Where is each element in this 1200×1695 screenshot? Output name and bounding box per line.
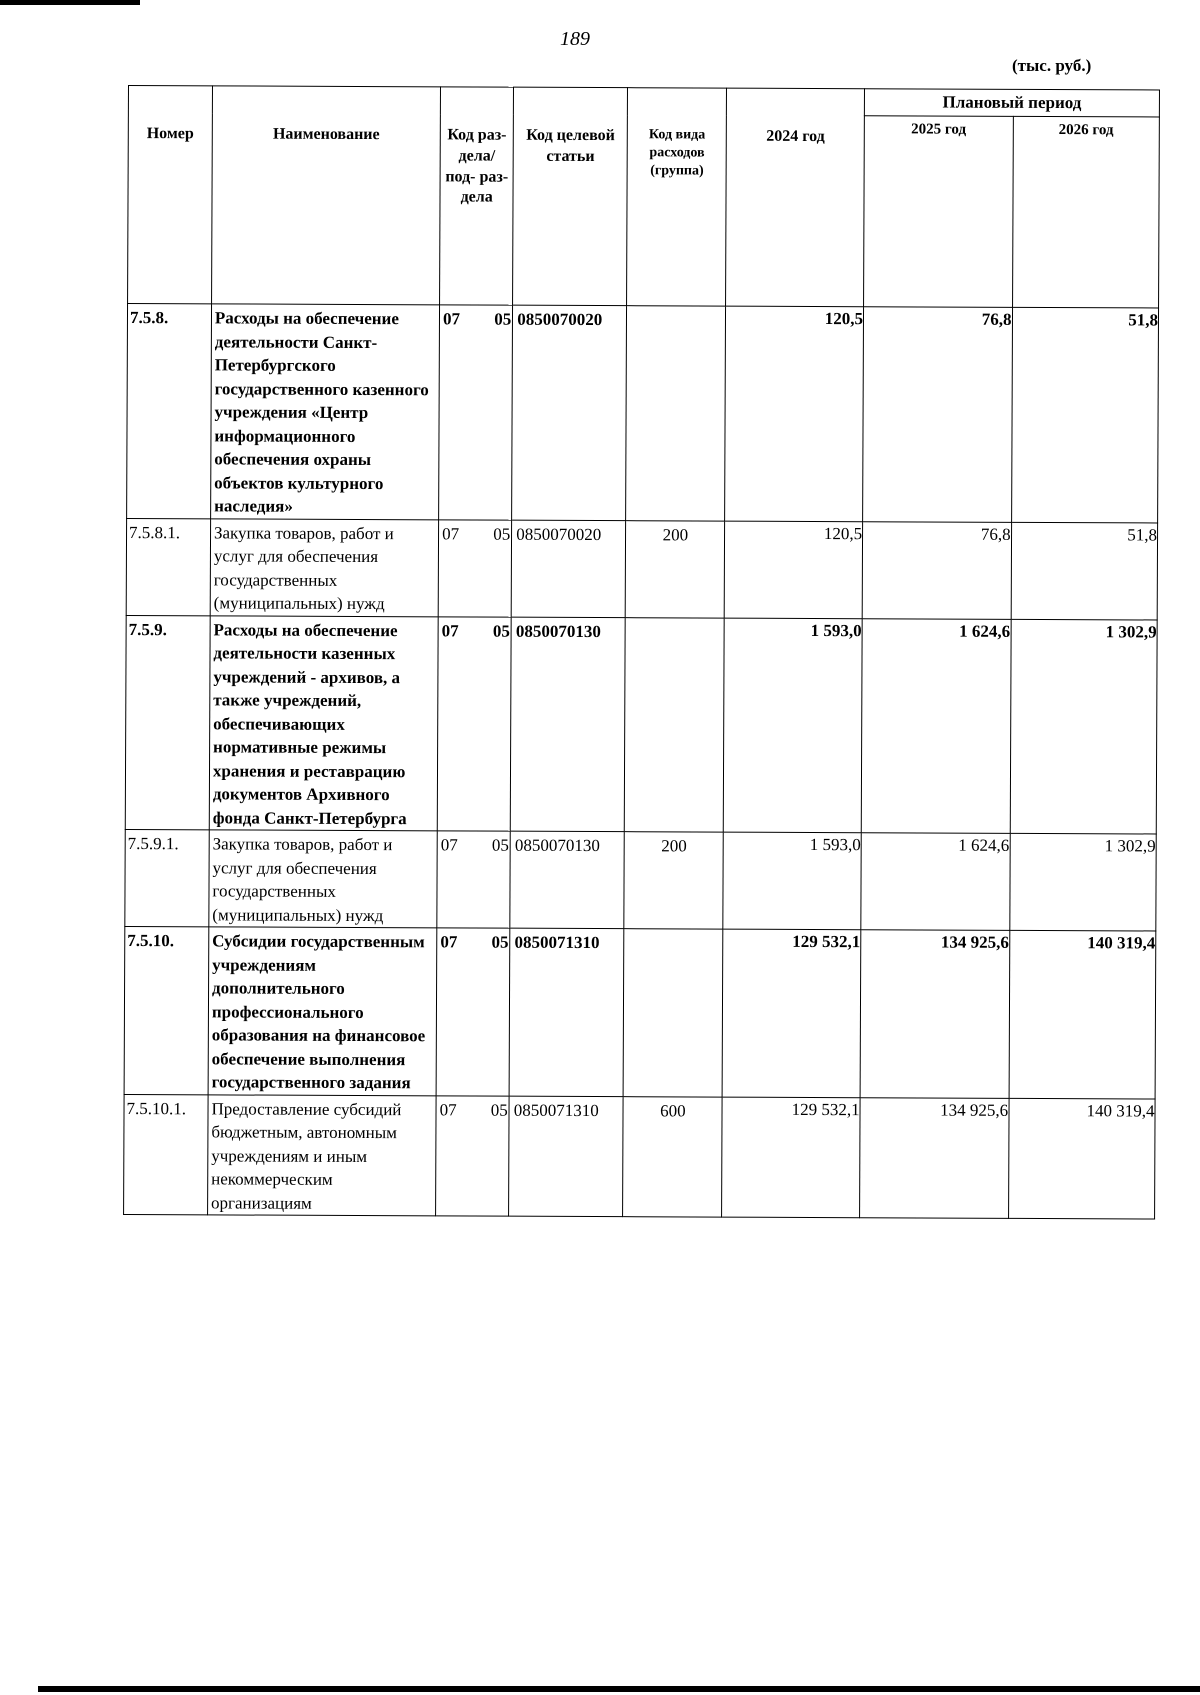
header-section-code: Код раз- дела/ под- раз- дела xyxy=(440,87,514,305)
row-target-code: 0850070130 xyxy=(510,831,624,928)
bottom-rule xyxy=(38,1686,1200,1692)
table-row xyxy=(125,615,1157,834)
row-name: Закупка товаров, работ и услуг для обеспечения государственных (муниципальных) нужд xyxy=(210,518,439,616)
row-number: 7.5.9.1. xyxy=(125,829,209,926)
row-number: 7.5.8.1. xyxy=(126,518,210,615)
row-value-2024: 1 593,0 xyxy=(723,832,861,930)
row-section: 07 xyxy=(440,932,458,952)
table-body xyxy=(124,304,1159,1219)
row-value-2025: 134 925,6 xyxy=(860,930,1009,1098)
header-name: Наименование xyxy=(211,86,440,305)
row-section: 07 xyxy=(443,309,461,329)
row-expense-kind: 200 xyxy=(625,520,724,617)
row-number: 7.5.8. xyxy=(127,304,212,519)
row-value-2024: 120,5 xyxy=(724,521,862,619)
header-target-code: Код целевой статьи xyxy=(513,87,628,305)
header-2024: 2024 год xyxy=(726,88,865,307)
row-section-code xyxy=(437,616,511,831)
row-subsection: 05 xyxy=(492,621,510,641)
row-value-2024: 120,5 xyxy=(725,306,864,521)
table-row xyxy=(125,829,1156,930)
table-row xyxy=(124,1094,1156,1219)
row-expense-kind xyxy=(625,617,725,832)
row-name: Закупка товаров, работ и услуг для обеспечения государственных (муниципальных) нужд xyxy=(209,830,438,928)
row-value-2026: 140 319,4 xyxy=(1009,930,1156,1098)
row-section-code xyxy=(438,519,512,616)
row-subsection: 05 xyxy=(494,309,512,329)
header-expense-kind: Код вида расходов (группа) xyxy=(627,88,727,306)
row-subsection: 05 xyxy=(490,1100,508,1120)
table-row xyxy=(124,926,1156,1098)
row-value-2026: 140 319,4 xyxy=(1008,1098,1155,1219)
row-section-code xyxy=(436,928,510,1096)
row-value-2026: 51,8 xyxy=(1011,307,1158,522)
row-number: 7.5.9. xyxy=(125,615,210,830)
row-expense-kind xyxy=(626,306,726,521)
row-expense-kind: 600 xyxy=(623,1096,723,1217)
row-expense-kind: 200 xyxy=(624,832,723,929)
row-target-code: 0850071310 xyxy=(509,928,624,1096)
row-value-2026: 51,8 xyxy=(1011,522,1158,620)
table-row xyxy=(126,518,1157,619)
row-value-2025: 76,8 xyxy=(863,307,1012,522)
row-target-code: 0850070020 xyxy=(511,520,625,617)
row-value-2025: 1 624,6 xyxy=(861,618,1010,833)
row-value-2025: 1 624,6 xyxy=(861,833,1010,931)
row-section: 07 xyxy=(442,523,460,543)
row-value-2026: 1 302,9 xyxy=(1009,833,1156,931)
row-target-code: 0850070130 xyxy=(510,617,625,832)
header-2025: 2025 год xyxy=(864,116,1013,308)
row-number: 7.5.10.1. xyxy=(124,1094,208,1215)
header-planned-period: Плановый период xyxy=(864,89,1159,117)
row-section-code xyxy=(436,1095,510,1216)
row-target-code: 0850071310 xyxy=(509,1096,624,1217)
row-section-code xyxy=(439,305,513,520)
row-number: 7.5.10. xyxy=(124,926,209,1094)
row-section: 07 xyxy=(441,620,459,640)
table-row xyxy=(127,304,1159,523)
row-value-2024: 129 532,1 xyxy=(722,929,860,1097)
row-section: 07 xyxy=(439,1099,457,1119)
row-target-code: 0850070020 xyxy=(512,305,627,520)
row-subsection: 05 xyxy=(491,835,509,855)
row-value-2025: 134 925,6 xyxy=(860,1097,1009,1218)
row-value-2025: 76,8 xyxy=(862,521,1011,619)
row-section-code xyxy=(437,831,511,928)
row-value-2026: 1 302,9 xyxy=(1010,619,1157,834)
row-subsection: 05 xyxy=(493,524,511,544)
row-value-2024: 1 593,0 xyxy=(724,618,863,833)
row-name: Субсидии государственным учреждениям дополнительного профессионального образования на финансовое обеспечение выполнения государственного задания xyxy=(208,927,437,1095)
header-number: Номер xyxy=(128,86,213,304)
row-name: Расходы на обеспечение деятельности казенных учреждений - архивов, а также учреждений, обеспечивающих нормативные режимы хранения и реставрацию документов Архивного фонда Санкт-Петербурга xyxy=(209,615,438,830)
budget-table xyxy=(123,85,1160,1219)
row-expense-kind xyxy=(623,929,723,1097)
top-rule xyxy=(0,0,140,5)
row-subsection: 05 xyxy=(491,932,509,952)
row-name: Предоставление субсидий бюджетным, автономным учреждениям и иным некоммерческим организациям xyxy=(208,1094,437,1215)
units-label: (тыс. руб.) xyxy=(1012,56,1092,75)
row-value-2024: 129 532,1 xyxy=(722,1097,860,1218)
row-name: Расходы на обеспечение деятельности Санкт-Петербургского государственного казенного учреждения «Центр информационного обеспечения охраны объектов культурного наследия» xyxy=(211,304,440,519)
page-number: 189 xyxy=(560,28,590,50)
header-2026: 2026 год xyxy=(1012,116,1159,308)
row-section: 07 xyxy=(440,835,458,855)
